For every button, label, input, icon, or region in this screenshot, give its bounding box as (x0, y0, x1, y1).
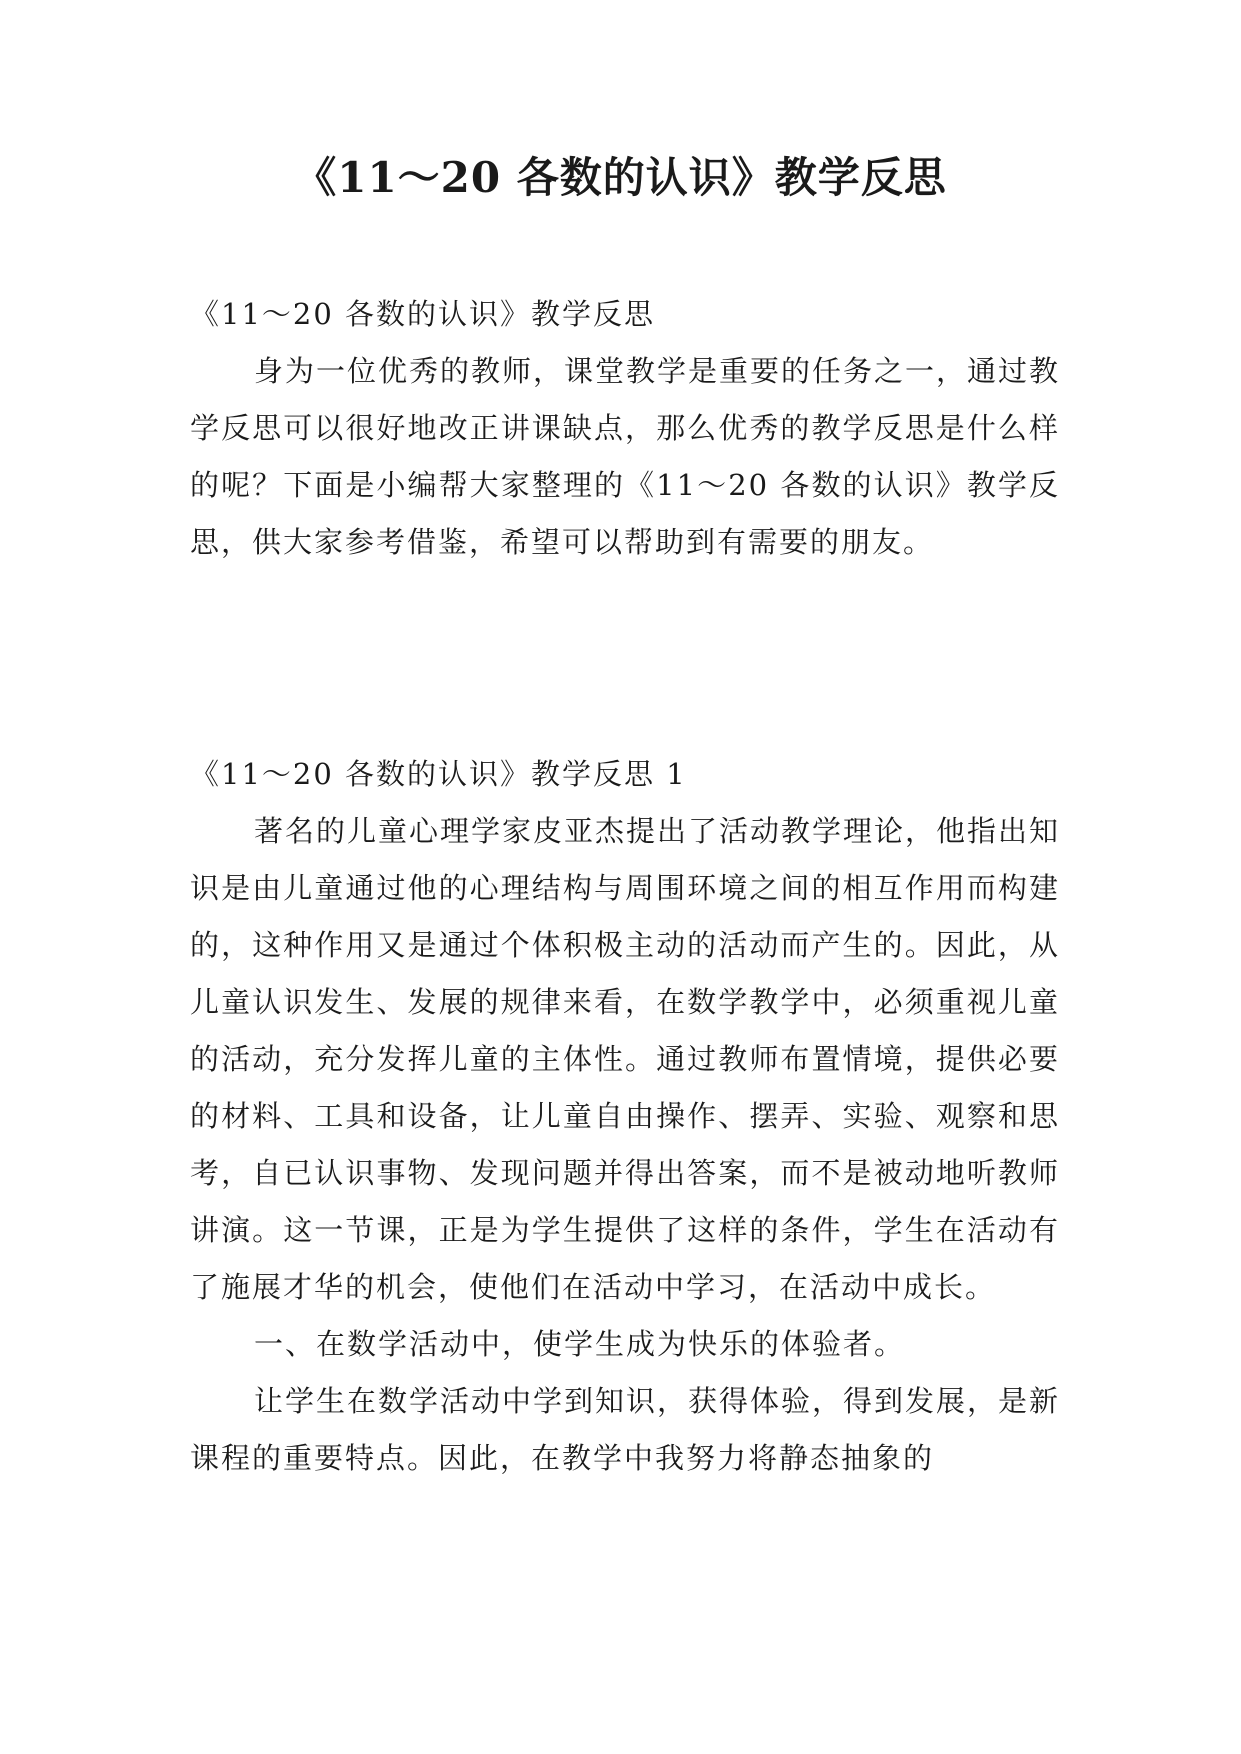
section-1-paragraph-1: 著名的儿童心理学家皮亚杰提出了活动教学理论，他指出知识是由儿童通过他的心理结构与周围环境之间的相互作用而构建的，这种作用又是通过个体积极主动的活动而产生的。因此，从儿童认识发生、发展的规律来看，在数学教学中，必须重视儿童的活动，充分发挥儿童的主体性。通过教师布置情境，提供必要的材料、工具和设备，让儿童自由操作、摆弄、实验、观察和思考，自已认识事物、发现问题并得出答案，而不是被动地听教师讲演。这一节课，正是为学生提供了这样的条件，学生在活动有了施展才华的机会，使他们在活动中学习，在活动中成长。 (190, 814, 1061, 1304)
intro-paragraph: 身为一位优秀的教师，课堂教学是重要的任务之一，通过教学反思可以很好地改正讲课缺点，那么优秀的教学反思是什么样的呢？下面是小编帮大家整理的《11～20 各数的认识》教学反思，供大家参考借鉴，希望可以帮助到有需要的朋友。 (190, 354, 1061, 559)
intro-heading: 《11～20 各数的认识》教学反思 (190, 297, 656, 331)
intro-section (190, 286, 1060, 571)
document-title: 《11～20 各数的认识》教学反思 (294, 153, 947, 202)
section-1-paragraph-2: 让学生在数学活动中学到知识，获得体验，得到发展，是新课程的重要特点。因此，在教学中我努力将静态抽象的 (190, 1384, 1061, 1475)
section-1 (190, 746, 1060, 1487)
section-1-heading: 《11～20 各数的认识》教学反思 1 (190, 757, 687, 791)
section-1-subheading: 一、在数学活动中，使学生成为快乐的体验者。 (254, 1327, 906, 1361)
